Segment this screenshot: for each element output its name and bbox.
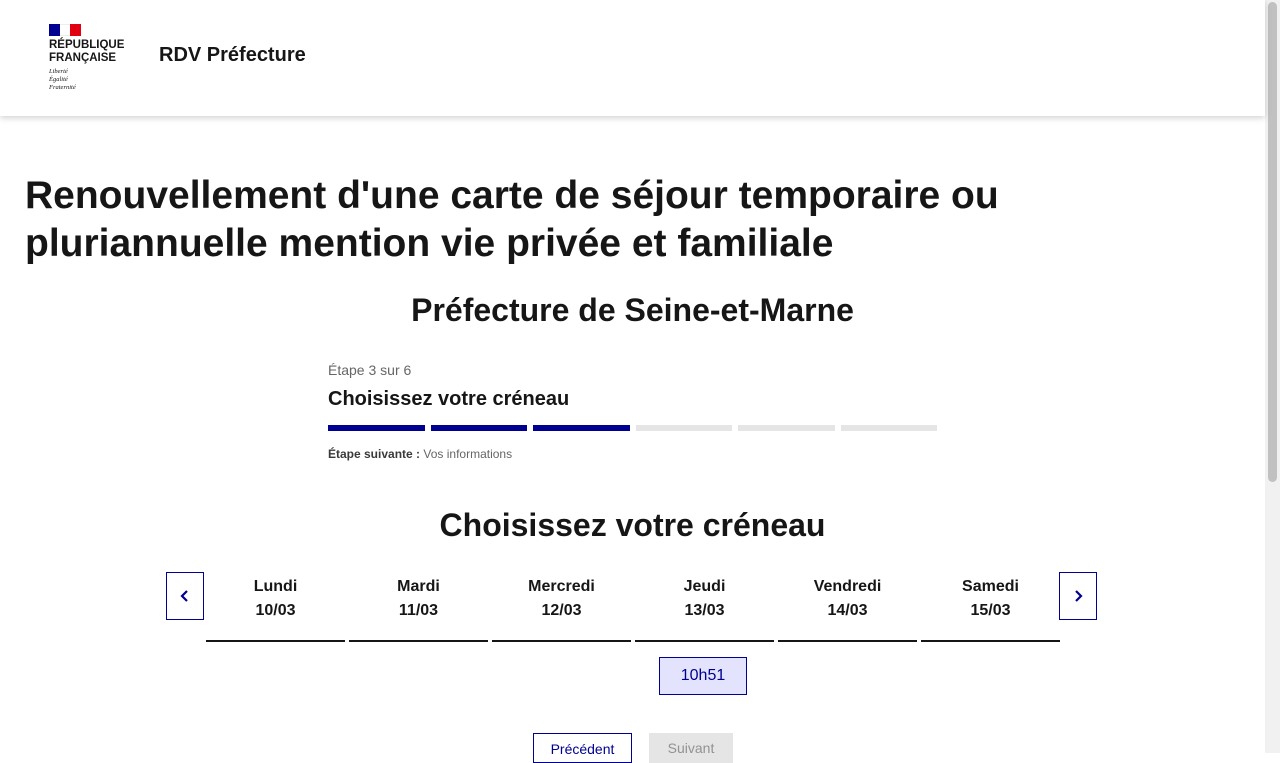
day-column <box>206 572 345 642</box>
step-count: Étape 3 sur 6 <box>328 362 412 378</box>
next-step <box>328 447 940 461</box>
step-bar <box>328 425 425 431</box>
day-name: Vendredi <box>813 578 882 595</box>
step-progress <box>328 425 940 431</box>
day-name: Samedi <box>962 578 1019 595</box>
step-title: Choisissez votre créneau <box>328 388 570 410</box>
previous-week-button[interactable] <box>166 572 204 620</box>
day-date: 13/03 <box>684 602 725 619</box>
day-columns <box>206 572 1060 642</box>
previous-button[interactable]: Précédent <box>533 733 632 763</box>
prefecture-title: Préfecture de Seine-et-Marne <box>411 292 854 328</box>
step-bar <box>636 425 733 431</box>
step-bar <box>738 425 835 431</box>
day-column <box>349 572 488 642</box>
next-week-button[interactable] <box>1059 572 1097 620</box>
day-column <box>635 572 774 642</box>
page-title: Renouvellement d'une carte de séjour temporaire ou pluriannuelle mention vie privée et familiale <box>25 174 999 265</box>
day-name: Lundi <box>253 578 298 595</box>
stepper <box>328 362 940 461</box>
day-name: Mardi <box>397 578 440 595</box>
site-header <box>0 0 1265 116</box>
time-slot-button[interactable]: 10h51 <box>659 657 747 695</box>
day-date: 10/03 <box>255 602 296 619</box>
day-column <box>778 572 917 642</box>
next-button[interactable]: Suivant <box>649 733 733 763</box>
french-flag-icon <box>49 24 81 36</box>
chevron-right-icon <box>1072 589 1084 603</box>
day-date: 14/03 <box>827 602 868 619</box>
day-column <box>921 572 1060 642</box>
step-bar <box>841 425 938 431</box>
next-step-value: Vos informations <box>423 447 513 461</box>
page-scrollbar[interactable] <box>1265 0 1280 753</box>
scrollbar-thumb[interactable] <box>1268 2 1277 482</box>
day-date: 12/03 <box>541 602 582 619</box>
logo-name: RÉPUBLIQUE FRANÇAISE <box>49 39 125 64</box>
day-name: Jeudi <box>683 578 726 595</box>
chevron-left-icon <box>179 589 191 603</box>
day-name: Mercredi <box>528 578 595 595</box>
step-bar <box>533 425 630 431</box>
step-bar <box>431 425 528 431</box>
service-title[interactable]: RDV Préfecture <box>159 44 306 66</box>
logo-motto: Liberté Égalité Fraternité <box>49 68 76 91</box>
slot-section-title: Choisissez votre créneau <box>439 507 826 543</box>
next-step-label: Étape suivante : <box>328 447 421 461</box>
day-date: 15/03 <box>970 602 1011 619</box>
day-column <box>492 572 631 642</box>
republique-francaise-logo[interactable] <box>49 24 129 94</box>
day-date: 11/03 <box>398 602 439 619</box>
